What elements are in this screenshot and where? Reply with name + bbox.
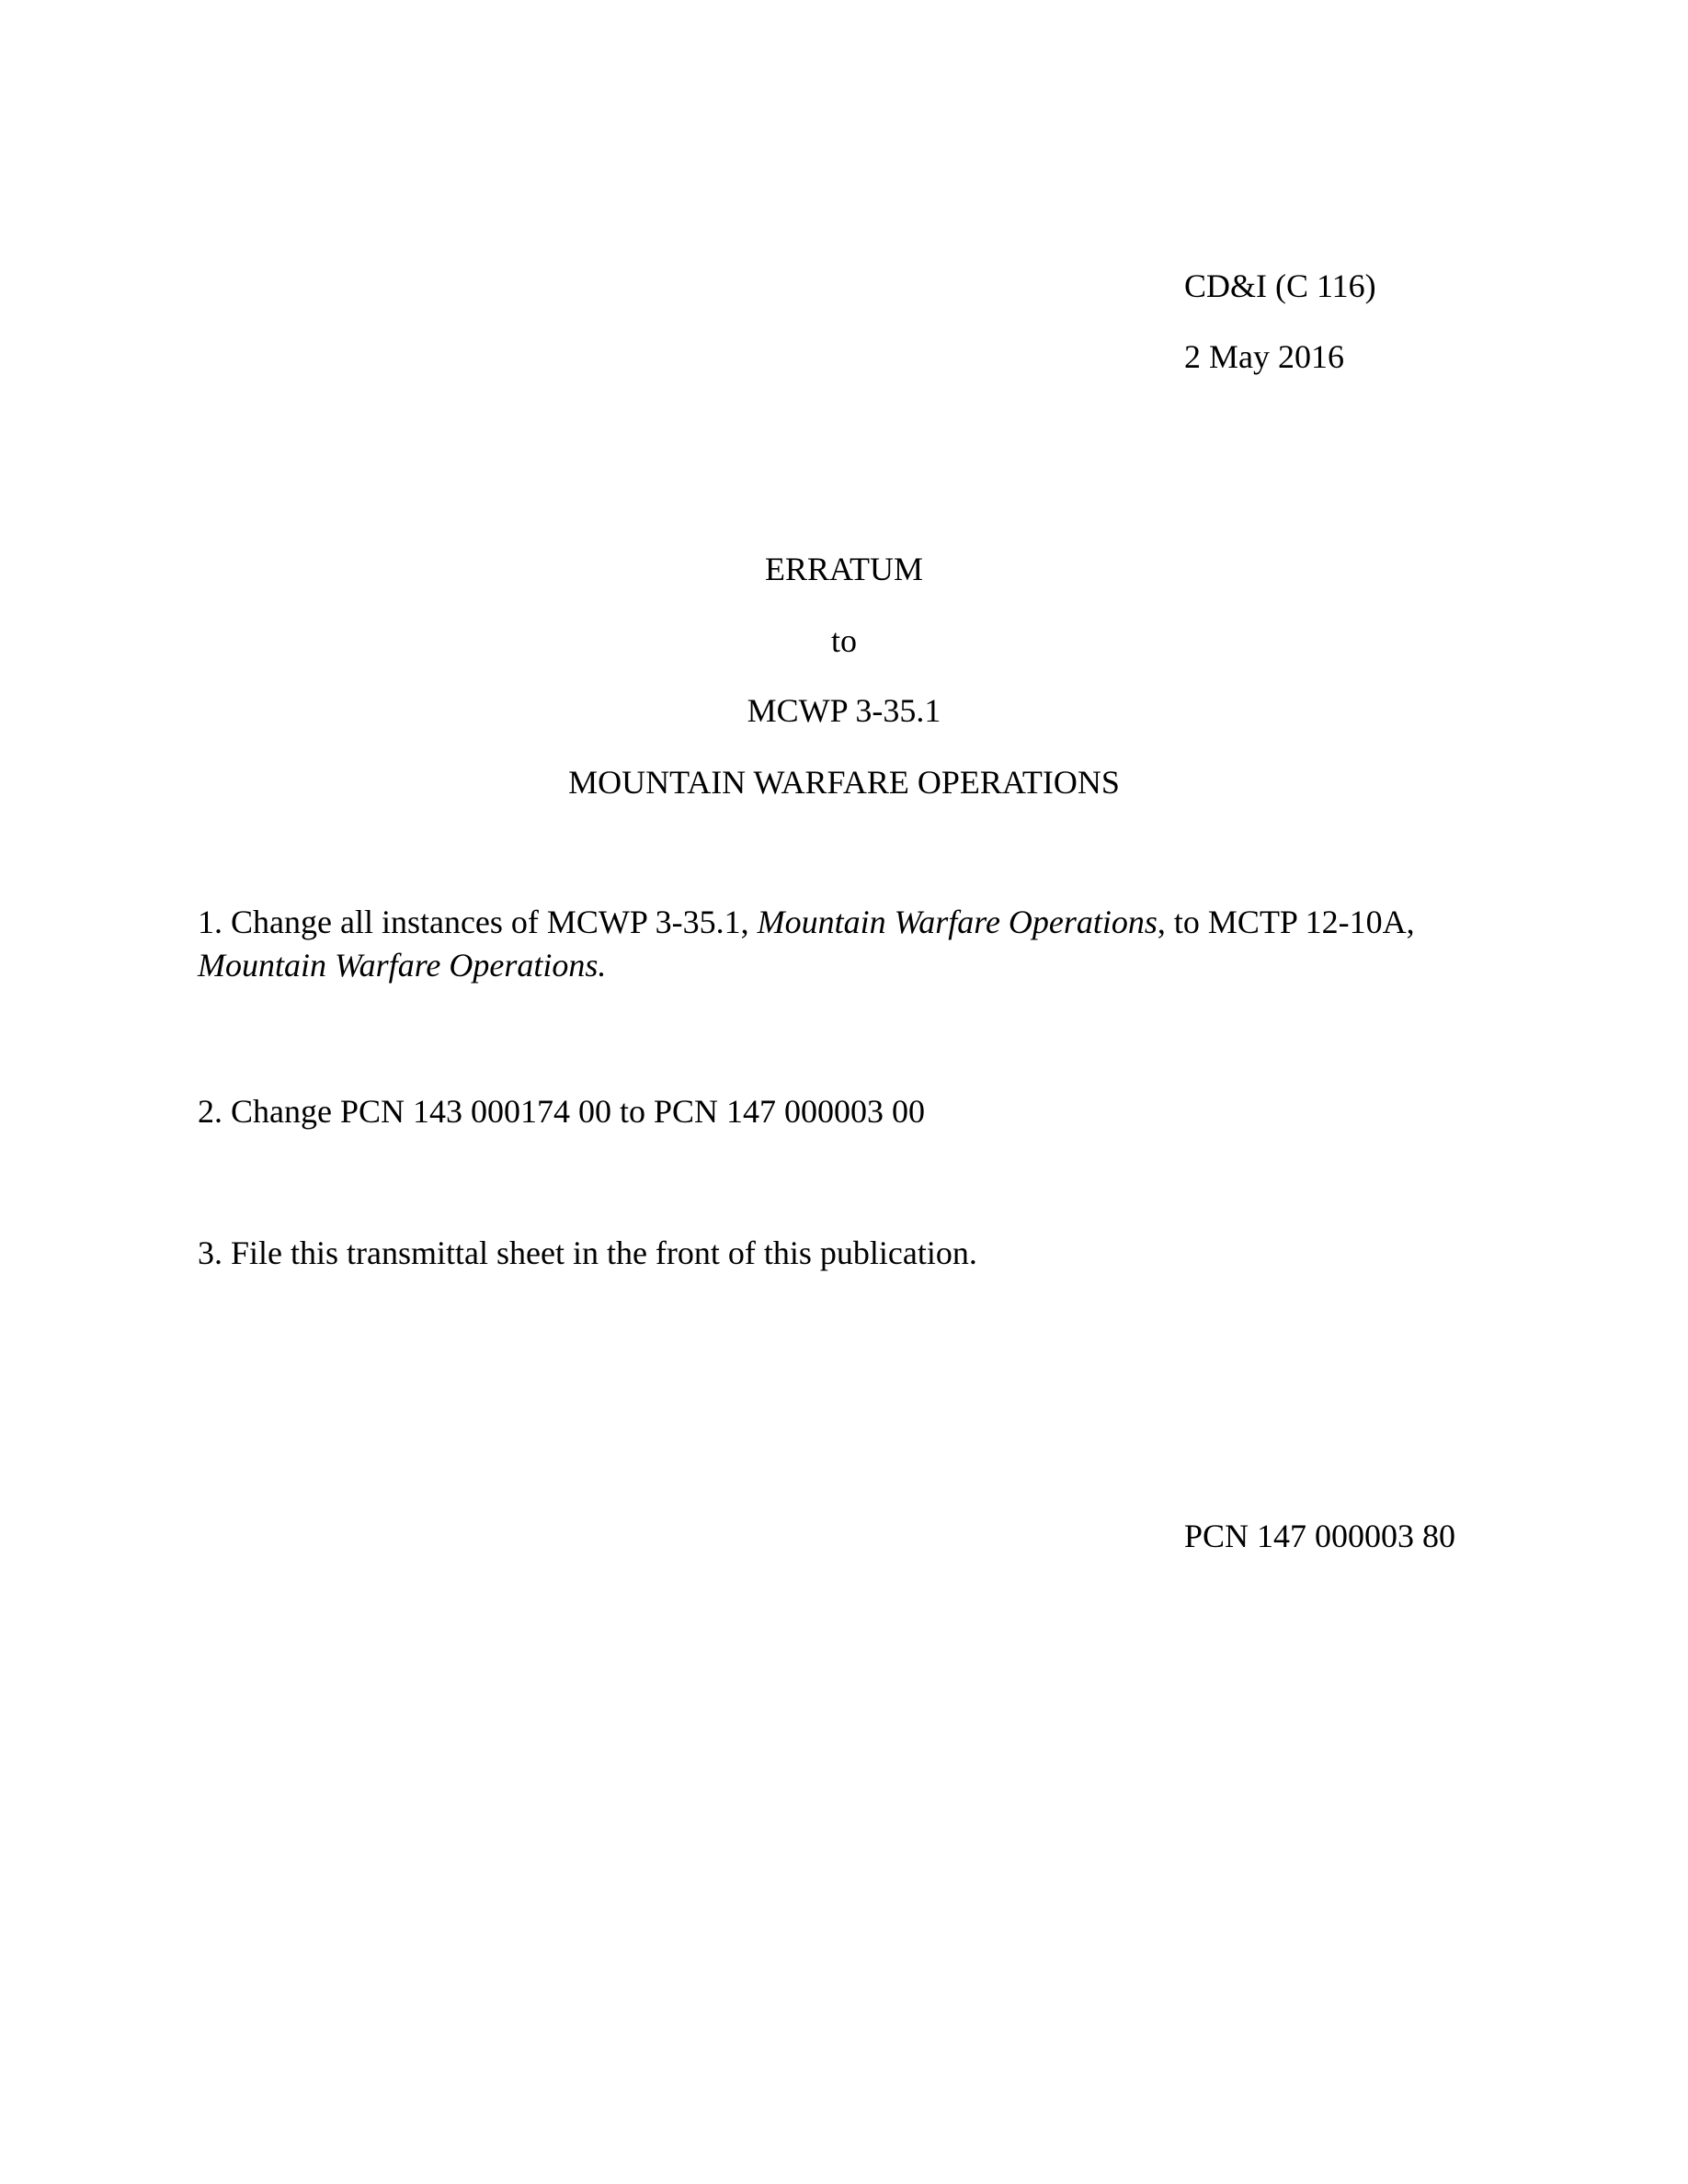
paragraph-1-italic-title-2: Mountain Warfare Operations.: [198, 946, 607, 984]
title-publication-number: MCWP 3-35.1: [747, 692, 941, 729]
title-to: to: [830, 622, 857, 659]
title-erratum: ERRATUM: [764, 551, 924, 587]
paragraph-2: 2. Change PCN 143 000174 00 to PCN 147 000003 00: [198, 1093, 926, 1130]
paragraph-1: [198, 901, 1503, 987]
paragraph-1-middle: , to MCTP 12-10A,: [1157, 904, 1415, 940]
footer-pcn: PCN 147 000003 80: [1184, 1518, 1456, 1554]
title-publication-name: MOUNTAIN WARFARE OPERATIONS: [568, 764, 1120, 801]
header-reference: CD&I (C 116): [1184, 267, 1376, 304]
paragraph-1-prefix: 1. Change all instances of MCWP 3-35.1,: [198, 904, 758, 940]
paragraph-3: 3. File this transmittal sheet in the front of this publication.: [198, 1234, 977, 1271]
paragraph-1-italic-title: Mountain Warfare Operations: [757, 904, 1158, 940]
header-date: 2 May 2016: [1184, 338, 1344, 375]
